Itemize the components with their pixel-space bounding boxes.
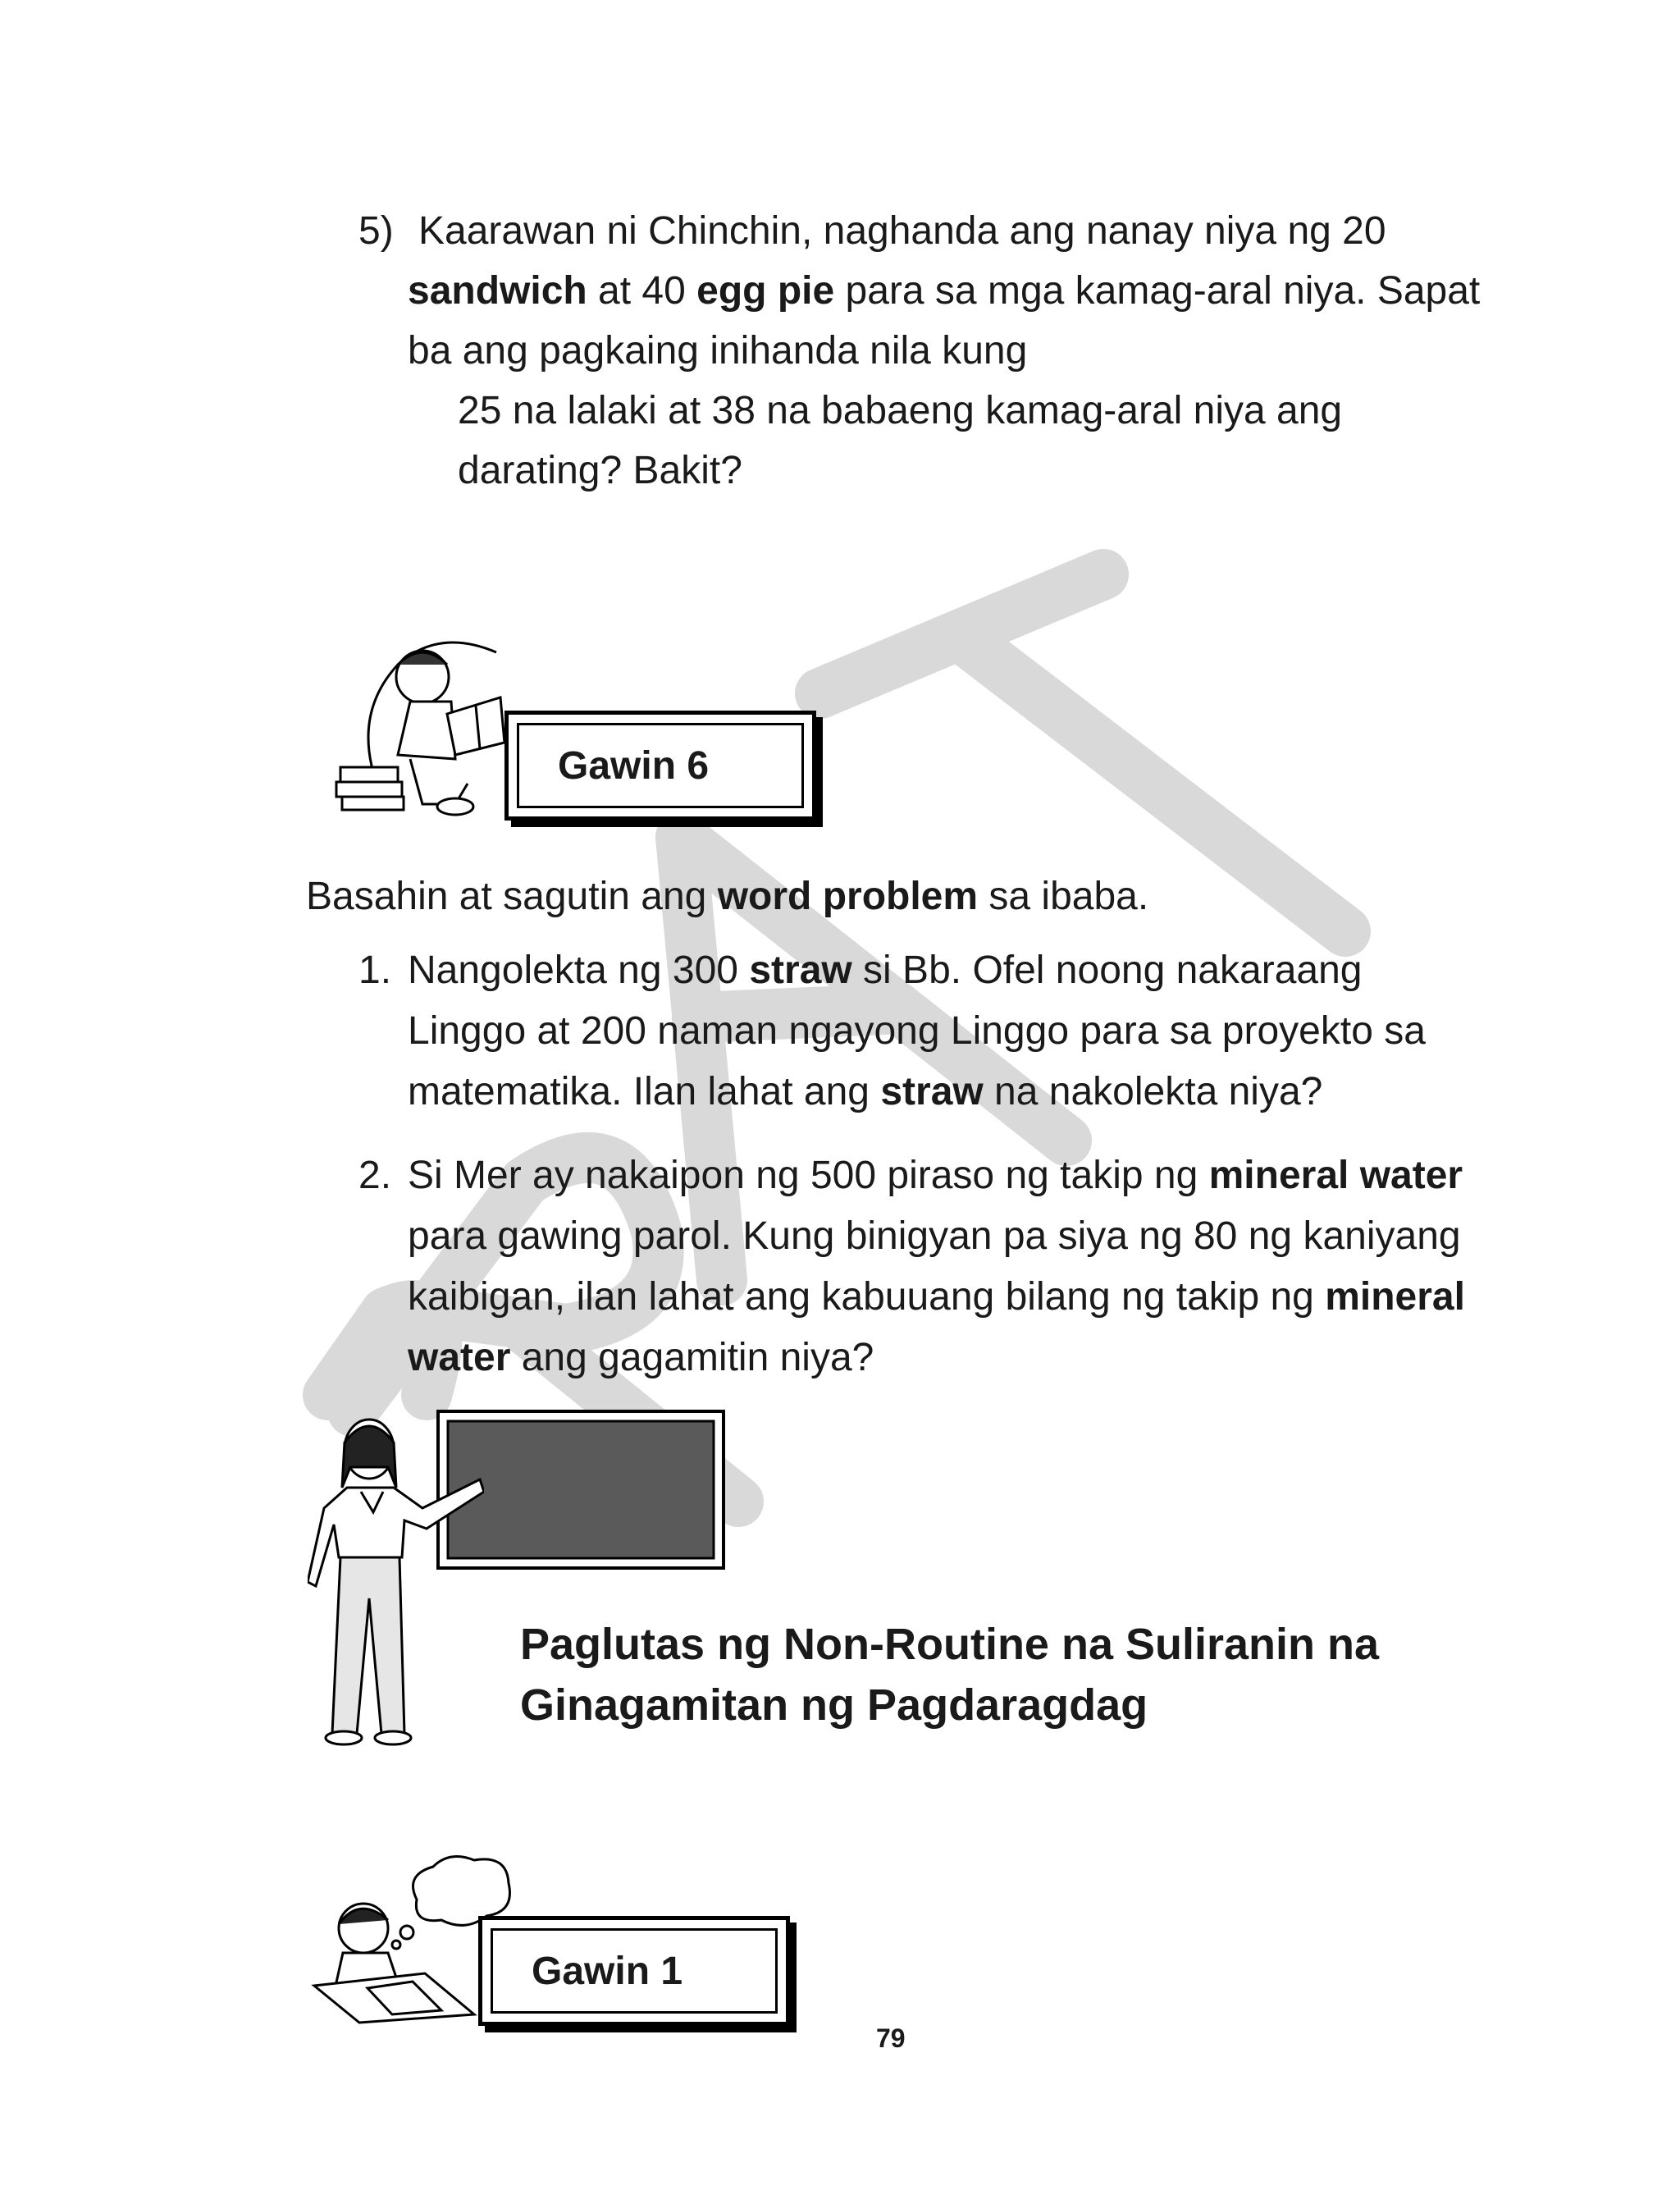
bold-term: mineral water [1208,1154,1463,1197]
gawin-6-label: Gawin 6 [558,743,710,788]
section-title: Ginagamitan ng Pagdaragdag [520,1680,1148,1730]
bold-term: sandwich [408,269,587,313]
bold-term: mineral [1325,1275,1465,1319]
instruction-text: Basahin at sagutin ang word problem sa ibaba. [306,875,1149,918]
gawin-1-label: Gawin 1 [532,1949,683,1993]
item-number: 2. [358,1154,392,1197]
item-text-line: water ang gagamitin niya? [408,1336,874,1379]
bold-term: egg pie [696,269,835,313]
bold-term: straw [880,1070,984,1113]
bold-term: word problem [717,875,979,918]
problem-text-line: darating? Bakit? [458,449,742,492]
page-number: 79 [876,2023,906,2053]
gawin-6-box [504,711,816,821]
item-text-line: Si Mer ay nakaipon ng 500 piraso ng takip ng mineral water [408,1154,1463,1197]
gawin-1-box [478,1916,790,2026]
problem-text-line: 25 na lalaki at 38 na babaeng kamag-aral niya ang [458,389,1343,432]
problem-text-line: ba ang pagkaing inihanda nila kung [408,329,1028,373]
item-text-line: kaibigan, ilan lahat ang kabuuang bilang ng takip ng mineral [408,1275,1465,1319]
item-text-line: Nangolekta ng 300 straw si Bb. Ofel noong nakaraang [408,949,1363,992]
item-text-line: Linggo at 200 naman ngayong Linggo para sa proyekto sa [408,1009,1426,1053]
problem-text-line: sandwich at 40 egg pie para sa mga kamag-aral niya. Sapat [408,269,1481,313]
teacher-icon [308,1410,484,1748]
problem-text-line: Kaarawan ni Chinchin, naghanda ang nanay niya ng 20 [418,209,1386,253]
reading-boy-icon [332,620,529,825]
item-text-line: para gawing parol. Kung binigyan pa siya ng 80 ng kaniyang [408,1214,1461,1258]
bold-term: water [408,1336,511,1379]
problem-number: 5) [358,209,394,253]
item-text-line: matematika. Ilan lahat ang straw na nakolekta niya? [408,1070,1323,1113]
item-number: 1. [358,949,392,992]
section-title: Paglutas ng Non-Routine na Suliranin na [520,1620,1380,1669]
bold-term: straw [749,949,852,992]
thought-bubble-icon [413,1857,510,1926]
